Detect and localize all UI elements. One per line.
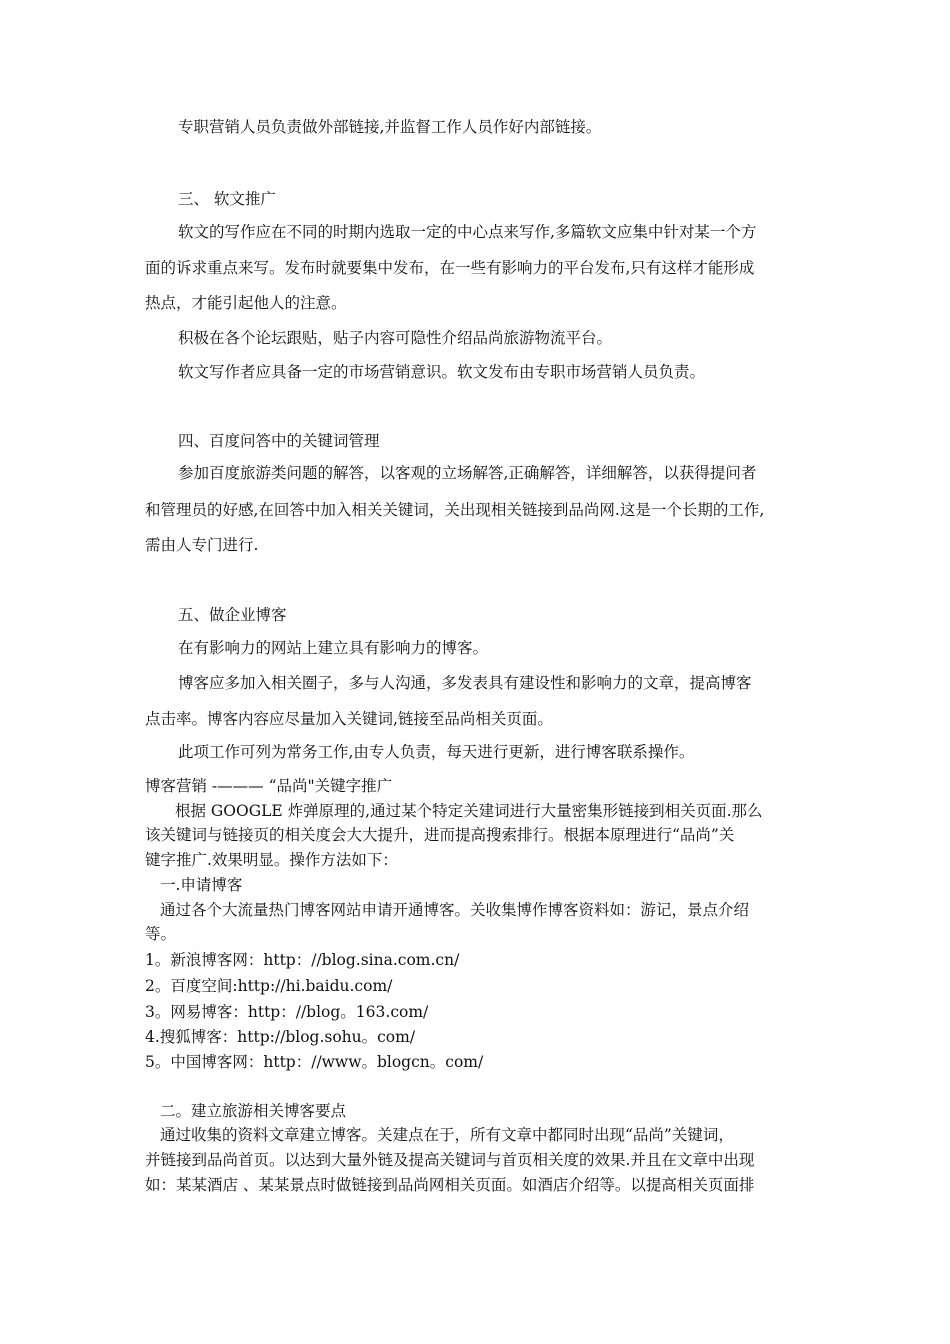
text-line: 软文写作者应具备一定的市场营销意识。软文发布由专职市场营销人员负责。 — [178, 363, 706, 381]
text-line: 此项工作可列为常务工作,由专人负责，每天进行更新，进行博客联系操作。 — [178, 743, 695, 761]
text-line: 通过收集的资料文章建立博客。关建点在于，所有文章中都同时出现“品尚”关键词， — [160, 1126, 734, 1144]
text-line: 四、百度问答中的关键词管理 — [178, 432, 380, 450]
text-line: 三、 软文推广 — [178, 190, 276, 208]
text-line: 如：某某酒店 、某某景点时做链接到品尚网相关页面。如酒店介绍等。以提高相关页面排 — [145, 1176, 755, 1194]
text-line: 积极在各个论坛跟贴，贴子内容可隐性介绍品尚旅游物流平台。 — [178, 329, 613, 347]
text-line: 二。建立旅游相关博客要点 — [160, 1102, 347, 1120]
text-line: 一.申请博客 — [160, 876, 243, 894]
text-line: 等。 — [145, 925, 177, 943]
text-line: 专职营销人员负责做外部链接,并监督工作人员作好内部链接。 — [178, 118, 602, 136]
text-line: 并链接到品尚首页。以达到大量外链及提高关键词与首页相关度的效果.并且在文章中出现 — [145, 1151, 755, 1169]
text-line: 在有影响力的网站上建立具有影响力的博客。 — [178, 639, 489, 657]
text-line: 热点，才能引起他人的注意。 — [145, 294, 347, 312]
text-line: 5。中国博客网：http：//www。blogcn。com/ — [145, 1053, 484, 1071]
text-line: 博客营销 -——— “品尚"关键字推广 — [145, 777, 393, 795]
text-line: 键字推广.效果明显。操作方法如下： — [145, 851, 398, 869]
text-line: 通过各个大流量热门博客网站申请开通博客。关收集博作博客资料如：游记，景点介绍 — [160, 901, 750, 919]
text-line: 参加百度旅游类问题的解答，以客观的立场解答,正确解答，详细解答，以获得提问者 — [178, 464, 757, 482]
text-line: 博客应多加入相关圈子，多与人沟通，多发表具有建设性和影响力的文章，提高博客 — [178, 674, 752, 692]
text-line: 1。新浪博客网：http：//blog.sina.com.cn/ — [145, 951, 460, 969]
text-line: 该关键词与链接页的相关度会大大提升，进而提高搜索排行。根据本原理进行“品尚”关 — [145, 826, 735, 844]
text-line: 2。百度空间:http://hi.baidu.com/ — [145, 977, 393, 995]
text-line: 五、做企业博客 — [178, 606, 287, 624]
text-line: 和管理员的好感,在回答中加入相关关键词，关出现相关链接到品尚网.这是一个长期的工作, — [145, 501, 765, 519]
text-line: 根据 GOOGLE 炸弹原理的,通过某个特定关建词进行大量密集形链接到相关页面.那么 — [175, 802, 763, 820]
text-line: 3。网易博客：http：//blog。163.com/ — [145, 1003, 429, 1021]
text-line: 面的诉求重点来写。发布时就要集中发布，在一些有影响力的平台发布,只有这样才能形成 — [145, 259, 755, 277]
text-line: 点击率。博客内容应尽量加入关键词,链接至品尚相关页面。 — [145, 710, 553, 728]
text-line: 需由人专门进行. — [145, 536, 259, 554]
text-line: 4.搜狐博客：http://blog.sohu。com/ — [145, 1028, 416, 1046]
text-line: 软文的写作应在不同的时期内选取一定的中心点来写作,多篇软文应集中针对某一个方 — [178, 223, 757, 241]
